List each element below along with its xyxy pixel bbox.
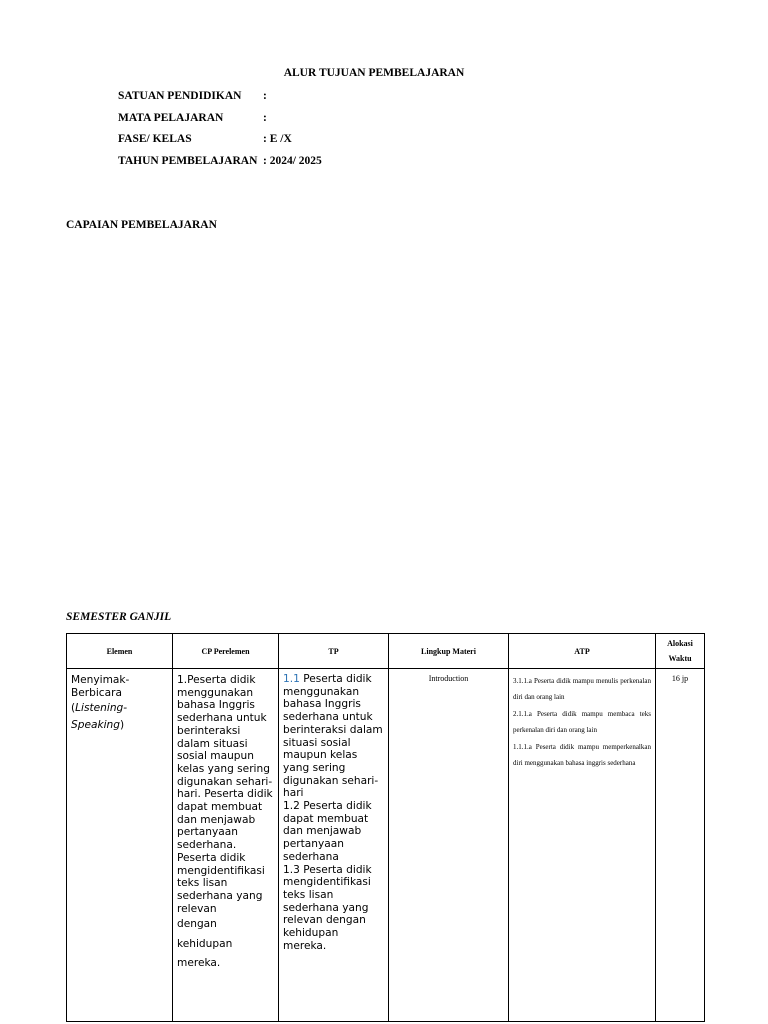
meta-label: SATUAN PENDIDIKAN bbox=[118, 90, 242, 102]
tp-item-1-3: 1.3 Peserta didik mengidentifikasi teks lisan sederhana yang relevan dengan kehidupan mereka. bbox=[283, 863, 372, 952]
document-meta bbox=[118, 88, 322, 174]
atp-table bbox=[66, 633, 705, 1022]
header-atp: ATP bbox=[509, 634, 656, 669]
cp-text-tail: kehidupan bbox=[177, 937, 233, 950]
semester-heading: SEMESTER GANJIL bbox=[66, 611, 172, 623]
atp-item: 2.1.1.a Peserta didik mampu membaca teks perkenalan diri dan orang lain bbox=[513, 710, 651, 734]
elemen-close-paren: ) bbox=[119, 718, 125, 731]
elemen-subtitle: Listening-Speaking bbox=[71, 702, 128, 731]
header-elemen: Elemen bbox=[67, 634, 173, 669]
header-lingkup-materi: Lingkup Materi bbox=[389, 634, 509, 669]
meta-label: FASE/ KELAS bbox=[118, 133, 192, 146]
meta-label: TAHUN PEMBELAJARAN bbox=[118, 154, 258, 167]
cell-cp-perelemen bbox=[173, 669, 279, 1022]
tp-text: Peserta didik menggunakan bahasa Inggris sederhana untuk berinteraksi dalam situasi sosial maupun kelas yang sering digunakan sehari-hari bbox=[283, 673, 383, 800]
meta-row-fase-kelas bbox=[118, 131, 322, 153]
table-header-row bbox=[67, 634, 705, 669]
cp-text: 1.Peserta didik menggunakan bahasa Inggris sederhana untuk berinteraksi dalam situasi sosial maupun kelas yang sering digunakan sehari-hari. Peserta didik dapat membuat dan menjawab pertanyaan sederhana. Peserta didik mengidentifikasi teks lisan sederhana yang relevan bbox=[177, 674, 273, 915]
cell-atp bbox=[509, 669, 656, 1022]
atp-item: 1.1.1.a Peserta didik mampu memperkenalkan diri menggunakan bahasa inggris sederhana bbox=[513, 743, 651, 767]
meta-value: : bbox=[263, 90, 267, 102]
header-cp-perelemen: CP Perelemen bbox=[173, 634, 279, 669]
cell-alokasi-waktu: 16 jp bbox=[656, 669, 705, 1022]
meta-value: : 2024/ 2025 bbox=[263, 154, 322, 167]
table-row bbox=[67, 669, 705, 1022]
tp-item-1-2: 1.2 Peserta didik dapat membuat dan menjawab pertanyaan sederhana bbox=[283, 800, 372, 863]
meta-value: : bbox=[263, 111, 267, 124]
tp-item-1-1 bbox=[283, 673, 384, 800]
capaian-heading: CAPAIAN PEMBELAJARAN bbox=[66, 219, 217, 231]
elemen-name: Menyimak-Berbicara bbox=[71, 674, 130, 699]
cp-text-tail: mereka. bbox=[177, 957, 221, 970]
meta-row-satuan-pendidikan bbox=[118, 88, 322, 110]
cell-lingkup-materi: Introduction bbox=[389, 669, 509, 1022]
meta-value: : E /X bbox=[263, 133, 292, 146]
cp-text-tail: dengan bbox=[177, 918, 217, 931]
header-alokasi-waktu: Alokasi Waktu bbox=[656, 634, 705, 669]
cell-elemen bbox=[67, 669, 173, 1022]
meta-label: MATA PELAJARAN bbox=[118, 111, 224, 124]
header-tp: TP bbox=[279, 634, 389, 669]
document-title: ALUR TUJUAN PEMBELAJARAN bbox=[283, 67, 465, 79]
atp-item: 3.1.1.a Peserta didik mampu menulis perkenalan diri dan orang lain bbox=[513, 677, 651, 701]
cell-tp bbox=[279, 669, 389, 1022]
meta-row-mata-pelajaran bbox=[118, 110, 322, 132]
tp-number: 1.1 bbox=[283, 673, 300, 685]
elemen-open-paren: ( bbox=[71, 702, 76, 715]
meta-row-tahun-pembelajaran bbox=[118, 153, 322, 175]
